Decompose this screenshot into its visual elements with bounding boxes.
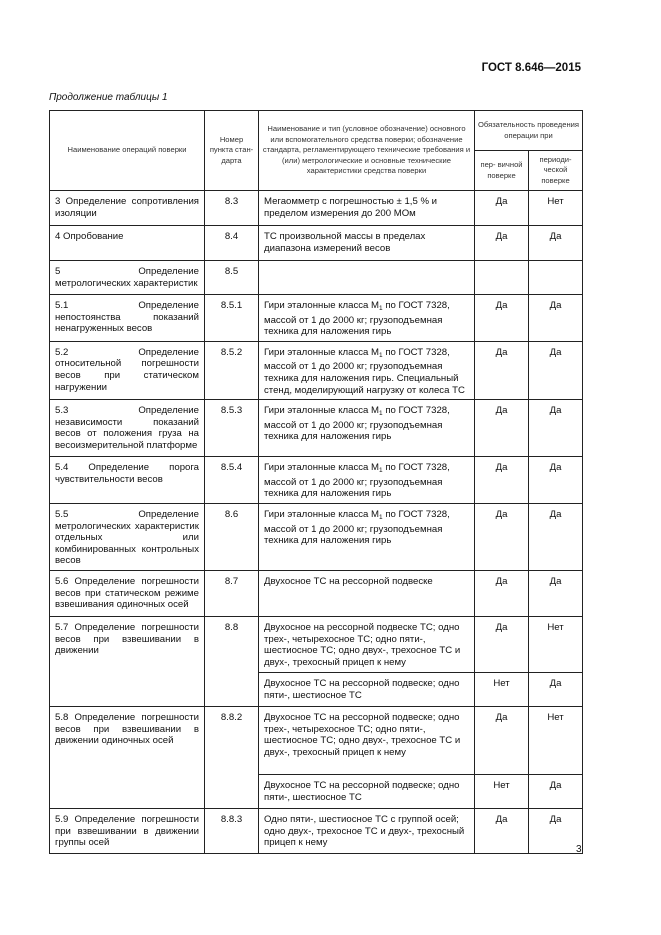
- periodic-cell: Да: [529, 672, 583, 706]
- table-row: [50, 226, 583, 261]
- periodic-cell: Нет: [529, 191, 583, 226]
- means-cell: Мегаомметр с погрешностью ± 1,5 % и пределом измерения до 200 МОм: [259, 191, 475, 226]
- table-row: [50, 341, 583, 399]
- operation-cell: 5.8 Определение погрешности весов при взвешивании в движении одиночных осей: [50, 706, 205, 808]
- operation-cell: 5.1 Определение непостоянства показаний ненагруженных весов: [50, 295, 205, 342]
- clause-cell: 8.5: [205, 261, 259, 295]
- table-row: [50, 295, 583, 342]
- means-cell: Гири эталонные класса $М_1$ по ГОСТ 7328, массой от 1 до 2000 кг; грузоподъемная техника для наложения гирь. Специальный стенд, моделирующий нагрузку от колеса ТС: [259, 341, 475, 399]
- clause-cell: 8.8.3: [205, 808, 259, 853]
- periodic-cell: Да: [529, 400, 583, 457]
- primary-cell: Да: [475, 226, 529, 261]
- column-header-periodic: периоди- ческой поверке: [529, 151, 583, 191]
- primary-cell: Нет: [475, 672, 529, 706]
- operation-cell: 5.6 Определение погрешности весов при статическом режиме взвешивания одиночных осей: [50, 570, 205, 616]
- table-row: [50, 808, 583, 853]
- periodic-cell: Да: [529, 808, 583, 853]
- clause-cell: 8.5.3: [205, 400, 259, 457]
- periodic-cell: [529, 261, 583, 295]
- column-header-primary: пер- вичной поверке: [475, 151, 529, 191]
- means-cell: Двухосное ТС на рессорной подвеске; одно пяти-, шестиосное ТС: [259, 774, 475, 808]
- page-number: 3: [576, 844, 582, 855]
- primary-cell: Да: [475, 457, 529, 504]
- operation-cell: 5.7 Определение погрешности весов при взвешивании в движении: [50, 616, 205, 706]
- column-header-clause: Номер пункта стан- дарта: [205, 111, 259, 191]
- clause-cell: 8.5.4: [205, 457, 259, 504]
- means-cell: Гири эталонные класса $М_1$ по ГОСТ 7328, массой от 1 до 2000 кг; грузоподъемная техника для наложения гирь: [259, 457, 475, 504]
- clause-cell: 8.5.2: [205, 341, 259, 399]
- periodic-cell: Да: [529, 341, 583, 399]
- periodic-cell: Нет: [529, 616, 583, 672]
- periodic-cell: Да: [529, 457, 583, 504]
- periodic-cell: Да: [529, 295, 583, 342]
- operation-cell: 3 Определение сопротивления изоляции: [50, 191, 205, 226]
- means-cell: Гири эталонные класса $М_1$ по ГОСТ 7328, массой от 1 до 2000 кг; грузоподъемная техника для наложения гирь: [259, 400, 475, 457]
- table-row: [50, 400, 583, 457]
- periodic-cell: Нет: [529, 706, 583, 774]
- standard-designation: ГОСТ 8.646—2015: [481, 62, 581, 74]
- primary-cell: Да: [475, 295, 529, 342]
- means-cell: ТС произвольной массы в пределах диапазона измерений весов: [259, 226, 475, 261]
- table-row: [50, 261, 583, 295]
- primary-cell: Да: [475, 808, 529, 853]
- primary-cell: Да: [475, 503, 529, 570]
- column-header-mandatory: Обязательность проведения операции при: [475, 111, 583, 151]
- operation-cell: 5.2 Определение относительной погрешности весов при статическом нагружении: [50, 341, 205, 399]
- table-row: [50, 503, 583, 570]
- table-caption: Продолжение таблицы 1: [49, 92, 168, 103]
- column-header-means: Наименование и тип (условное обозначение) основного или вспомогательного средства поверки; обозначение стандарта, регламентирующего технические требования и (или) метрологические и основные технические характеристики средства поверки: [259, 111, 475, 191]
- means-cell: Гири эталонные класса $М_1$ по ГОСТ 7328, массой от 1 до 2000 кг; грузоподъемная техника для наложения гирь: [259, 295, 475, 342]
- operation-cell: 5.3 Определение независимости показаний весов от положения груза на весоизмерительной платформе: [50, 400, 205, 457]
- clause-cell: 8.7: [205, 570, 259, 616]
- means-cell: [259, 261, 475, 295]
- operation-cell: 5.9 Определение погрешности при взвешивании в движении группы осей: [50, 808, 205, 853]
- primary-cell: Да: [475, 706, 529, 774]
- column-header-operation: Наименование операций поверки: [50, 111, 205, 191]
- operation-cell: 5.4 Определение порога чувствительности весов: [50, 457, 205, 504]
- clause-cell: 8.4: [205, 226, 259, 261]
- verification-operations-table: [49, 110, 583, 854]
- primary-cell: Да: [475, 570, 529, 616]
- periodic-cell: Да: [529, 226, 583, 261]
- primary-cell: Да: [475, 341, 529, 399]
- clause-cell: 8.8: [205, 616, 259, 706]
- clause-cell: 8.5.1: [205, 295, 259, 342]
- clause-cell: 8.8.2: [205, 706, 259, 808]
- periodic-cell: Да: [529, 503, 583, 570]
- primary-cell: Да: [475, 191, 529, 226]
- operation-cell: 5 Определение метрологических характеристик: [50, 261, 205, 295]
- means-cell: Двухосное на рессорной подвеске ТС; одно трех-, четырехосное ТС; одно пяти-, шестиосное ТС; одно двух-, трехосное ТС и двух-, трехосный прицеп к нему: [259, 616, 475, 672]
- table-row: [50, 706, 583, 774]
- periodic-cell: Да: [529, 570, 583, 616]
- periodic-cell: Да: [529, 774, 583, 808]
- table-row: [50, 191, 583, 226]
- primary-cell: Да: [475, 400, 529, 457]
- table-row: [50, 616, 583, 672]
- clause-cell: 8.6: [205, 503, 259, 570]
- clause-cell: 8.3: [205, 191, 259, 226]
- primary-cell: Нет: [475, 774, 529, 808]
- means-cell: Двухосное ТС на рессорной подвеске: [259, 570, 475, 616]
- operation-cell: 5.5 Определение метрологических характеристик отдельных или комбинированных контрольных весов: [50, 503, 205, 570]
- means-cell: Двухосное ТС на рессорной подвеске; одно трех-, четырехосное ТС; одно пяти-, шестиосное ТС; одно двух-, трехосное ТС и двух-, трехосный прицеп к нему: [259, 706, 475, 774]
- table-row: [50, 570, 583, 616]
- means-cell: Гири эталонные класса $М_1$ по ГОСТ 7328, массой от 1 до 2000 кг; грузоподъемная техника для наложения гирь: [259, 503, 475, 570]
- operation-cell: 4 Опробование: [50, 226, 205, 261]
- primary-cell: [475, 261, 529, 295]
- table-row: [50, 457, 583, 504]
- means-cell: Двухосное ТС на рессорной подвеске; одно пяти-, шестиосное ТС: [259, 672, 475, 706]
- means-cell: Одно пяти-, шестиосное ТС с группой осей; одно двух-, трехосное ТС и двух-, трехосный прицеп к нему: [259, 808, 475, 853]
- primary-cell: Да: [475, 616, 529, 672]
